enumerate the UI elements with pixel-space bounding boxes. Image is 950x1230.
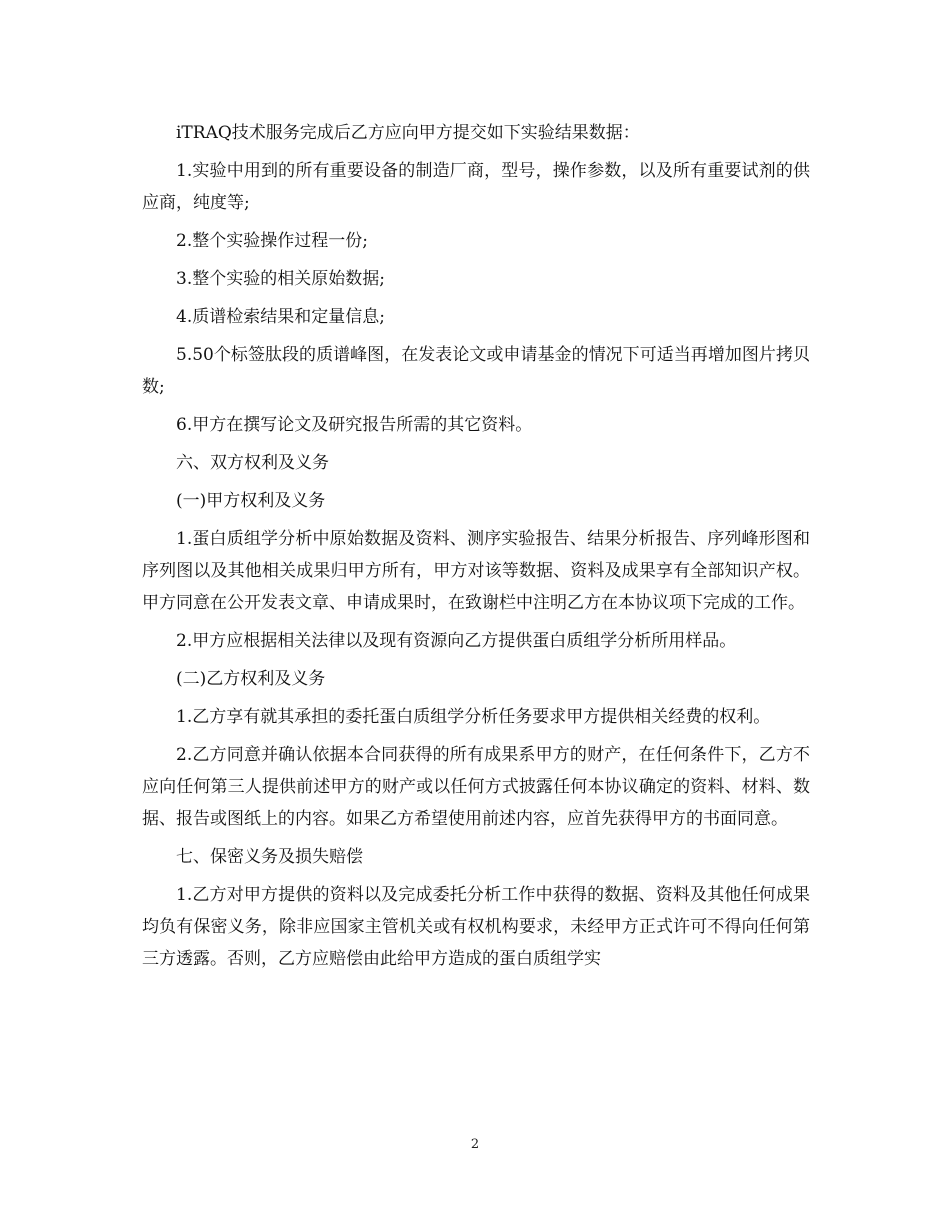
section-heading-confidentiality: 七、保密义务及损失赔偿 [176, 847, 363, 867]
paragraph-item-1: 1.实验中用到的所有重要设备的制造厂商，型号，操作参数，以及所有重要试剂的供应商，纯度等; [142, 161, 810, 213]
paragraph-party-b-1: 1.乙方享有就其承担的委托蛋白质组学分析任务要求甲方提供相关经费的权利。 [176, 707, 771, 727]
paragraph-item-5: 5.50个标签肽段的质谱峰图，在发表论文或申请基金的情况下可适当再增加图片拷贝数; [142, 345, 810, 397]
paragraph-party-b-2: 2.乙方同意并确认依据本合同获得的所有成果系甲方的财产，在任何条件下，乙方不应向任何第三人提供前述甲方的财产或以任何方式披露任何本协议确定的资料、材料、数据、报告或图纸上的内容。如果乙方希望使用前述内容，应首先获得甲方的书面同意。 [142, 745, 810, 829]
section-heading-rights: 六、双方权利及义务 [176, 453, 329, 473]
subsection-heading-party-a: (一)甲方权利及义务 [176, 491, 326, 511]
page-number: 2 [470, 1137, 480, 1152]
paragraph-item-3: 3.整个实验的相关原始数据; [176, 269, 385, 289]
paragraph-item-4: 4.质谱检索结果和定量信息; [176, 307, 385, 327]
paragraph-confidentiality-1: 1.乙方对甲方提供的资料以及完成委托分析工作中获得的数据、资料及其他任何成果均负有保密义务，除非应国家主管机关或有权机构要求，未经甲方正式许可不得向任何第三方透露。否则，乙方应赔偿由此给甲方造成的蛋白质组学实 [142, 885, 810, 969]
document-body [142, 117, 810, 981]
paragraph-item-6: 6.甲方在撰写论文及研究报告所需的其它资料。 [176, 415, 533, 435]
paragraph-intro: iTRAQ技术服务完成后乙方应向甲方提交如下实验结果数据： [176, 123, 640, 143]
subsection-heading-party-b: (二)乙方权利及义务 [176, 669, 326, 689]
paragraph-party-a-1: 1.蛋白质组学分析中原始数据及资料、测序实验报告、结果分析报告、序列峰形图和序列图以及其他相关成果归甲方所有，甲方对该等数据、资料及成果享有全部知识产权。甲方同意在公开发表文章、申请成果时，在致谢栏中注明乙方在本协议项下完成的工作。 [142, 529, 810, 613]
paragraph-item-2: 2.整个实验操作过程一份; [176, 231, 368, 251]
paragraph-party-a-2: 2.甲方应根据相关法律以及现有资源向乙方提供蛋白质组学分析所用样品。 [176, 631, 737, 651]
